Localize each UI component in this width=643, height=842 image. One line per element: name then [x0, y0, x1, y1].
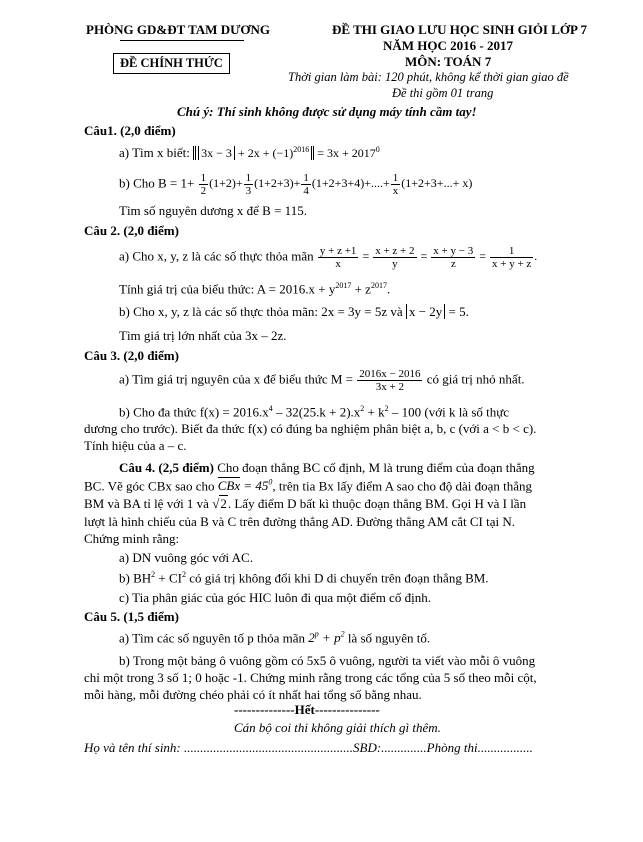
question-5b-line2: chỉ một trong 3 số 1; 0 hoặc -1. Chứng minh rằng trong các tổng của 5 số theo mỗi cột, [84, 670, 537, 685]
question-2a-formula: $\frac{y + z +1}{x}$ = $\frac{x + z + 2}{y}$ = $\frac{x + y - 3}{z}$ = $\frac{1}{x + y + z}$ . [319, 245, 538, 270]
q3b-part2: – 32(25.k + 2).x [272, 404, 361, 420]
q4b-part3: có giá trị không đổi khi D di chuyển trên đoạn thẳng BM. [185, 570, 489, 586]
question-4-line5: Chứng minh rằng: [84, 531, 180, 546]
header-underline [120, 40, 244, 41]
question-3a-prefix: a) Tìm giá trị nguyên của x để biểu thức M = [119, 371, 353, 387]
question-4-text2a: BC. Vẽ góc CBx sao cho [84, 478, 215, 494]
question-3b-line2: dương cho trước). Biết đa thức f(x) có đúng ba nghiệm phân biệt a, b, c (với a < b < c). [84, 421, 537, 436]
question-3b-line1: b) Cho đa thức $f(x) = 2016.x^4 - 32(25.k + 2).x^2 + k^2 - 100$ (với k là số thực [119, 404, 510, 420]
question-3a-fraction: $\frac{2016x - 2016}{3x + 2}$ [359, 368, 421, 393]
question-4c: c) Tia phân giác của góc HIC luôn đi qua một điểm cố định. [119, 590, 431, 605]
question-1a-prefix: a) Tìm x biết: [119, 145, 190, 160]
question-1a-formula: $3x - 3 + 2x + (-1)^{2016} = 3x + 2017^0$ [193, 146, 380, 160]
question-1b-formula: $\frac{1}{2}$ (1+2)+ $\frac{1}{3}$ (1+2+3)+ $\frac{1}{4}$ (1+2+3+4)+....+ $\frac{1}{x}$ (1+2+3+...+ x) [200, 172, 473, 197]
school-year: NĂM HỌC 2016 - 2017 [383, 38, 513, 53]
question-4-text3a: BM và BA tỉ lệ với 1 và [84, 496, 209, 511]
sqrt-two: √2 [212, 496, 227, 511]
question-1-title: Câu1. (2,0 điểm) [84, 123, 176, 138]
question-5b-line3: mỗi hàng, mỗi đường chéo phải có ít nhất hai tổng số bằng nhau. [84, 687, 422, 702]
subject: MÔN: TOÁN 7 [405, 54, 492, 69]
exam-notice: Chú ý: Thí sinh không được sử dụng máy tính cầm tay! [177, 104, 477, 119]
question-4-title: Câu 4. (2,5 điểm) [119, 460, 214, 475]
question-2-title: Câu 2. (2,0 điểm) [84, 223, 179, 238]
q4b-part2: + CI [155, 570, 182, 586]
question-5a [119, 630, 430, 646]
end-mark: --------------Hết--------------- [234, 702, 380, 717]
question-4-line1 [119, 460, 535, 476]
angle-cbx: CBx = $45^0$ [217, 478, 273, 494]
q3b-part4: – 100 (với k là số thực [388, 404, 510, 420]
q3b-part3: + k [364, 404, 385, 420]
question-4-text3b: . Lấy điểm D bất kì thuộc đoạn thẳng BM. Gọi H và I lần [227, 496, 527, 511]
question-4a: a) DN vuông góc với AC. [119, 550, 253, 565]
question-2b-max: Tìm giá trị lớn nhất của 3x – 2z. [119, 328, 287, 343]
question-5a-formula: $2^p + p^2$ [308, 630, 345, 646]
question-5-title: Câu 5. (1,5 điểm) [84, 609, 179, 624]
question-1a [119, 145, 380, 161]
question-4-line3 [84, 496, 526, 512]
proctor-note: Cán bộ coi thi không giải thích gì thêm. [234, 720, 441, 735]
question-2a [119, 245, 537, 270]
question-3b-line3: Tính hiệu của a – c. [84, 438, 187, 453]
question-4-line4: lượt là hình chiếu của B và C trên đường thẳng AD. Đường thẳng AM cắt CI tại N. [84, 514, 515, 529]
question-1b-prefix: b) Cho B = 1+ [119, 175, 195, 191]
time-note: Thời gian làm bài: 120 phút, không kể thời gian giao đề [288, 70, 569, 84]
question-5b-line1: b) Trong một bảng ô vuông gồm có 5x5 ô vuông, người ta viết vào mỗi ô vuông [119, 653, 536, 668]
question-5a-suffix: là số nguyên tố. [347, 630, 431, 646]
question-1b-task: Tìm số nguyên dương x để B = 115. [119, 203, 307, 218]
q3b-part1: b) Cho đa thức f(x) = 2016.x [119, 404, 269, 420]
question-3a [119, 368, 525, 393]
question-2b: b) Cho x, y, z là các số thực thỏa mãn: 2x = 3y = 5z và x − 2y = 5. [119, 304, 469, 319]
department-name: PHÒNG GD&ĐT TAM DƯƠNG [86, 22, 271, 37]
question-2b-abs: x − 2y [406, 304, 445, 319]
candidate-info-line: Họ và tên thí sinh: ....................................................SBD:..............Phòng thi................. [84, 740, 533, 755]
q4b-part1: b) BH [119, 570, 152, 586]
question-2a-value-text: Tính giá trị của biểu thức: A = 2016.x + y [119, 281, 336, 297]
official-label: ĐỀ CHÍNH THỨC [113, 53, 230, 74]
question-4-line2 [84, 478, 532, 494]
question-1b [119, 172, 472, 197]
pages-note: Đề thi gồm 01 trang [392, 86, 494, 100]
exam-title: ĐỀ THI GIAO LƯU HỌC SINH GIỎI LỚP 7 [332, 22, 587, 37]
question-3-title: Câu 3. (2,0 điểm) [84, 348, 179, 363]
question-4-text1: Cho đoạn thẳng BC cố định, M là trung điểm của đoạn thẳng [217, 460, 535, 475]
question-2a-value: Tính giá trị của biểu thức: $A = 2016.x + y^{2017} + z^{2017}$. [119, 281, 391, 297]
question-4-text2b: , trên tia Bx lấy điểm A sao cho độ dài đoạn thẳng [272, 478, 532, 494]
question-2a-prefix: a) Cho x, y, z là các số thực thỏa mãn [119, 248, 314, 264]
question-5a-prefix: a) Tìm các số nguyên tố p thỏa mãn [119, 630, 306, 646]
question-3a-suffix: có giá trị nhỏ nhất. [426, 371, 525, 387]
question-4b: b) $BH^2 + CI^2$ có giá trị không đổi khi D di chuyển trên đoạn thẳng BM. [119, 570, 489, 586]
question-2b-text: b) Cho x, y, z là các số thực thỏa mãn: 2x = 3y = 5z và [119, 304, 403, 319]
